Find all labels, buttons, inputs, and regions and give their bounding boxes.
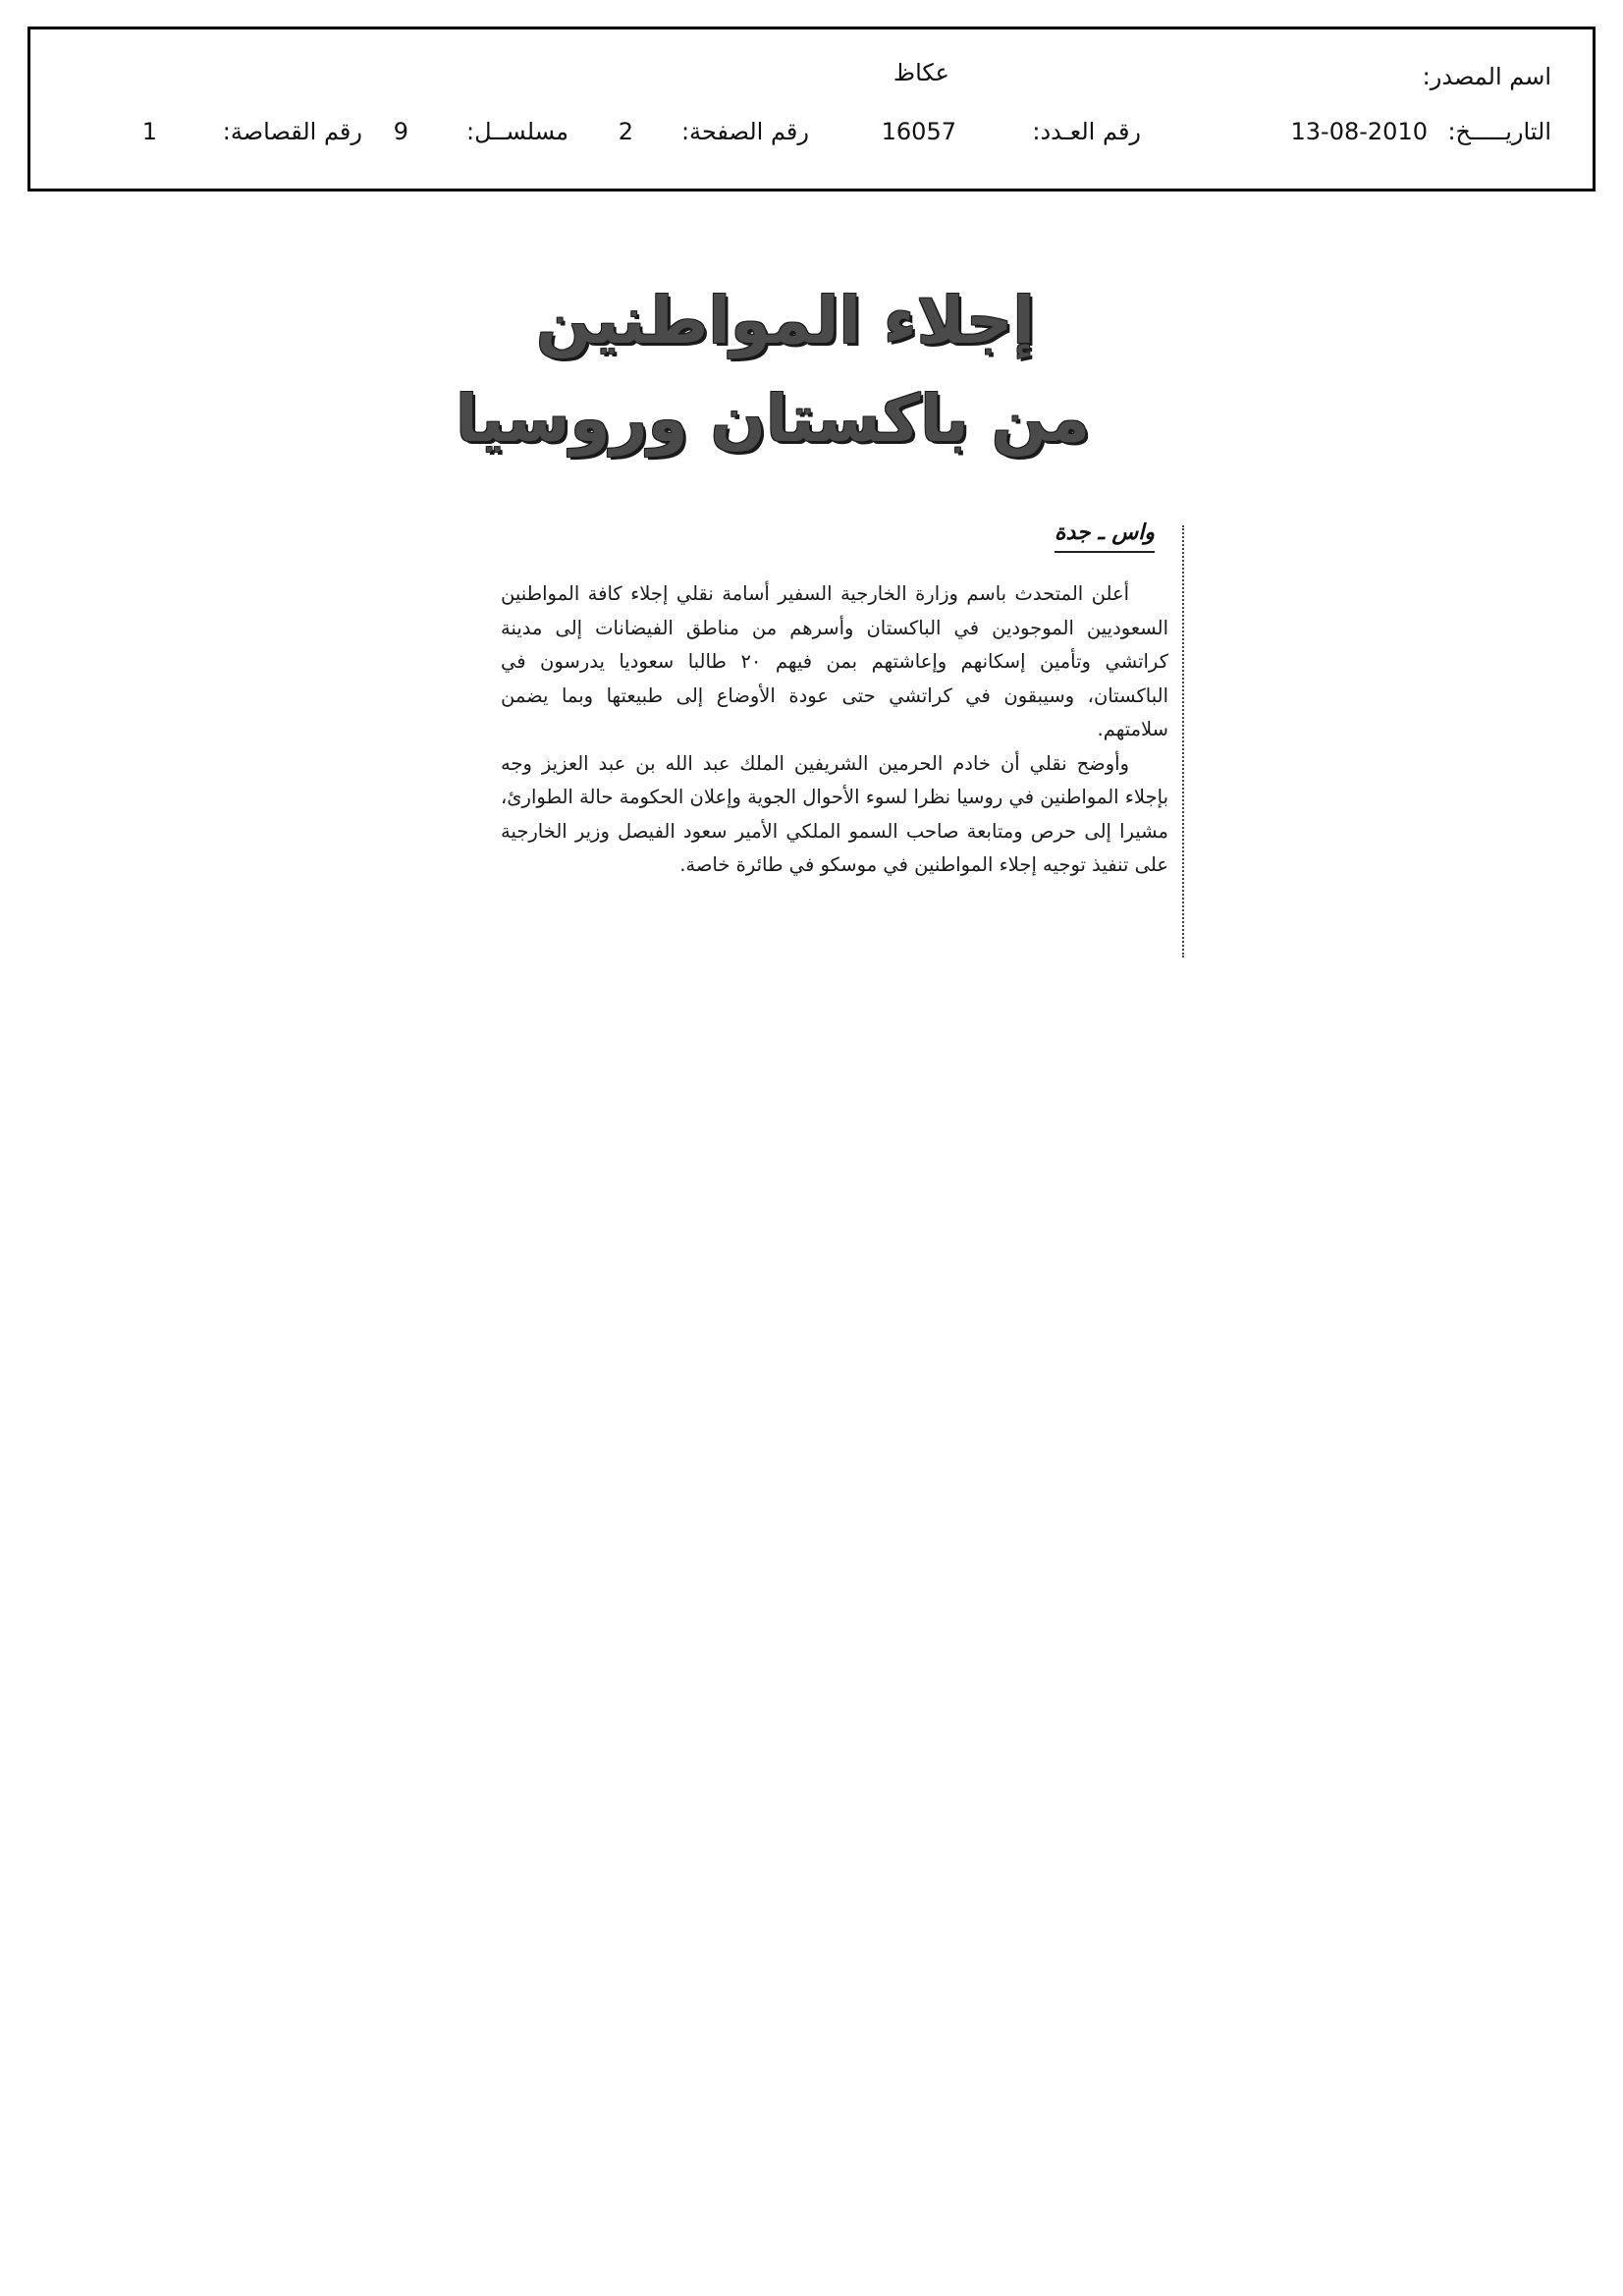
clipping-metadata-box [27,27,1596,191]
headline-line-1: إجلاء المواطنين [535,283,1036,358]
article-body [501,577,1168,883]
clip-number-value: 1 [141,118,157,145]
serial-value: 9 [393,118,408,145]
clip-number-label: رقم القصاصة: [222,118,362,145]
headline-line-2: من باكستان وروسيا [455,381,1090,457]
page-number-label: رقم الصفحة: [680,118,809,145]
source-value: عكاظ [893,59,949,86]
source-label: اسم المصدر: [1422,63,1551,90]
column-divider [1182,525,1184,957]
issue-number-label: رقم العـدد: [1032,118,1141,145]
date-label: التاريـــــخ: [1447,118,1551,145]
serial-label: مسلســل: [466,118,568,145]
article-paragraph-2: وأوضح نقلي أن خادم الحرمين الشريفين الملك عبد الله بن عبد العزيز وجه بإجلاء المواطنين في روسيا نظرا لسوء الأحوال الجوية وإعلان الحكومة حالة الطوارئ، مشيرا إلى حرص ومتابعة صاحب السمو الملكي الأمير سعود الفيصل وزير الخارجية على تنفيذ توجيه إجلاء المواطنين في موسكو في طائرة خاصة. [501,751,1168,876]
date-value: 13-08-2010 [1290,118,1428,145]
newspaper-clipping [455,255,1188,962]
page-number-value: 2 [618,118,633,145]
issue-number-value: 16057 [881,118,956,145]
byline: واس ـ جدة [1055,520,1155,553]
article-paragraph-1: أعلن المتحدث باسم وزارة الخارجية السفير أسامة نقلي إجلاء كافة المواطنين السعوديين الموجودين في الباكستان وأسرهم من مناطق الفيضانات إلى مدينة كراتشي وتأمين إسكانهم وإعاشتهم بمن فيهم ٢٠ طالبا سعوديا يدرسون في الباكستان، وسيبقون في كراتشي حتى عودة الأوضاع إلى طبيعتها وبما يضمن سلامتهم. [501,582,1168,740]
